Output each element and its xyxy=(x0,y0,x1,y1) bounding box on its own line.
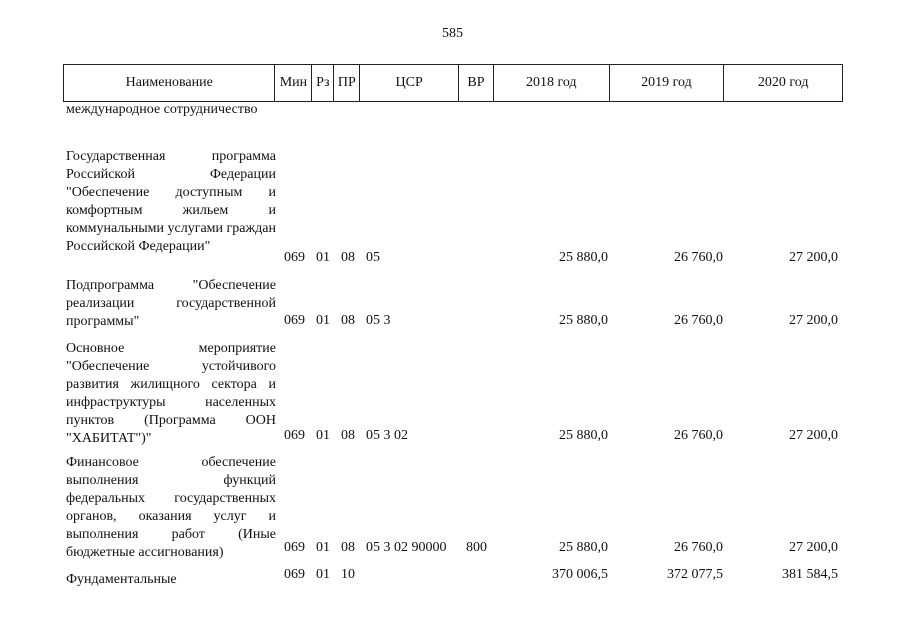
table-row xyxy=(0,277,905,331)
row-2019: 26 760,0 xyxy=(674,250,723,265)
row-2020: 27 200,0 xyxy=(789,250,838,265)
header-rz: Рз xyxy=(312,65,334,101)
row-min: 069 xyxy=(284,567,305,582)
row-2019: 26 760,0 xyxy=(674,428,723,443)
header-pr: ПР xyxy=(334,65,360,101)
row-pr: 08 xyxy=(341,540,355,555)
header-vr: ВР xyxy=(459,65,494,101)
header-2020: 2020 год xyxy=(757,75,809,90)
header-min: Мин xyxy=(275,65,312,101)
header-2019: 2019 год xyxy=(610,65,725,101)
row-rz: 01 xyxy=(316,313,330,328)
row-vr: 800 xyxy=(466,540,487,555)
row-2018: 25 880,0 xyxy=(559,313,608,328)
row-name: Основное мероприятие "Обеспечение устойчивого развития жилищного сектора и инфраструктуры населенных пунктов (Программа ООН "ХАБИТАТ")" xyxy=(66,341,276,446)
row-rz: 01 xyxy=(316,567,330,582)
row-name: Подпрограмма "Обеспечение реализации государственной программы" xyxy=(66,278,276,329)
row-2018: 25 880,0 xyxy=(559,428,608,443)
row-2020: 381 584,5 xyxy=(782,567,838,582)
table-row xyxy=(0,454,905,560)
row-name: Государственная программа Российской Федерации "Обеспечение доступным и комфортным жильем и коммунальными услугами граждан Российской Федерации" xyxy=(66,149,276,254)
row-min: 069 xyxy=(284,313,305,328)
row-pr: 08 xyxy=(341,428,355,443)
table-row xyxy=(0,340,905,446)
row-min: 069 xyxy=(284,428,305,443)
row-2020: 27 200,0 xyxy=(789,313,838,328)
row-rz: 01 xyxy=(316,250,330,265)
row-2019: 26 760,0 xyxy=(674,540,723,555)
header-2018: 2018 год xyxy=(494,65,610,101)
row-pr: 08 xyxy=(341,250,355,265)
row-min: 069 xyxy=(284,540,305,555)
row-2018: 25 880,0 xyxy=(559,250,608,265)
table-row xyxy=(0,148,905,268)
row-pr: 10 xyxy=(341,567,355,582)
row-pr: 08 xyxy=(341,313,355,328)
page-number: 585 xyxy=(442,26,463,41)
row-2019: 372 077,5 xyxy=(667,567,723,582)
row-name: Финансовое обеспечение выполнения функций федеральных государственных органов, оказания услуг и выполнения работ (Иные бюджетные ассигнования) xyxy=(66,455,276,560)
table-row xyxy=(0,566,905,590)
row-2019: 26 760,0 xyxy=(674,313,723,328)
row-csr: 05 3 02 xyxy=(366,428,408,443)
row-2020: 27 200,0 xyxy=(789,428,838,443)
row-name: Фундаментальные xyxy=(66,572,177,587)
row-csr: 05 3 02 90000 xyxy=(366,540,447,555)
row-csr: 05 3 xyxy=(366,313,391,328)
table-header xyxy=(63,64,843,102)
row-csr: 05 xyxy=(366,250,380,265)
header-csr: ЦСР xyxy=(360,65,459,101)
continuation-text: международное сотрудничество xyxy=(66,102,258,117)
row-2020: 27 200,0 xyxy=(789,540,838,555)
row-2018: 370 006,5 xyxy=(552,567,608,582)
row-rz: 01 xyxy=(316,428,330,443)
header-name: Наименование xyxy=(64,65,275,101)
row-min: 069 xyxy=(284,250,305,265)
row-rz: 01 xyxy=(316,540,330,555)
row-2018: 25 880,0 xyxy=(559,540,608,555)
